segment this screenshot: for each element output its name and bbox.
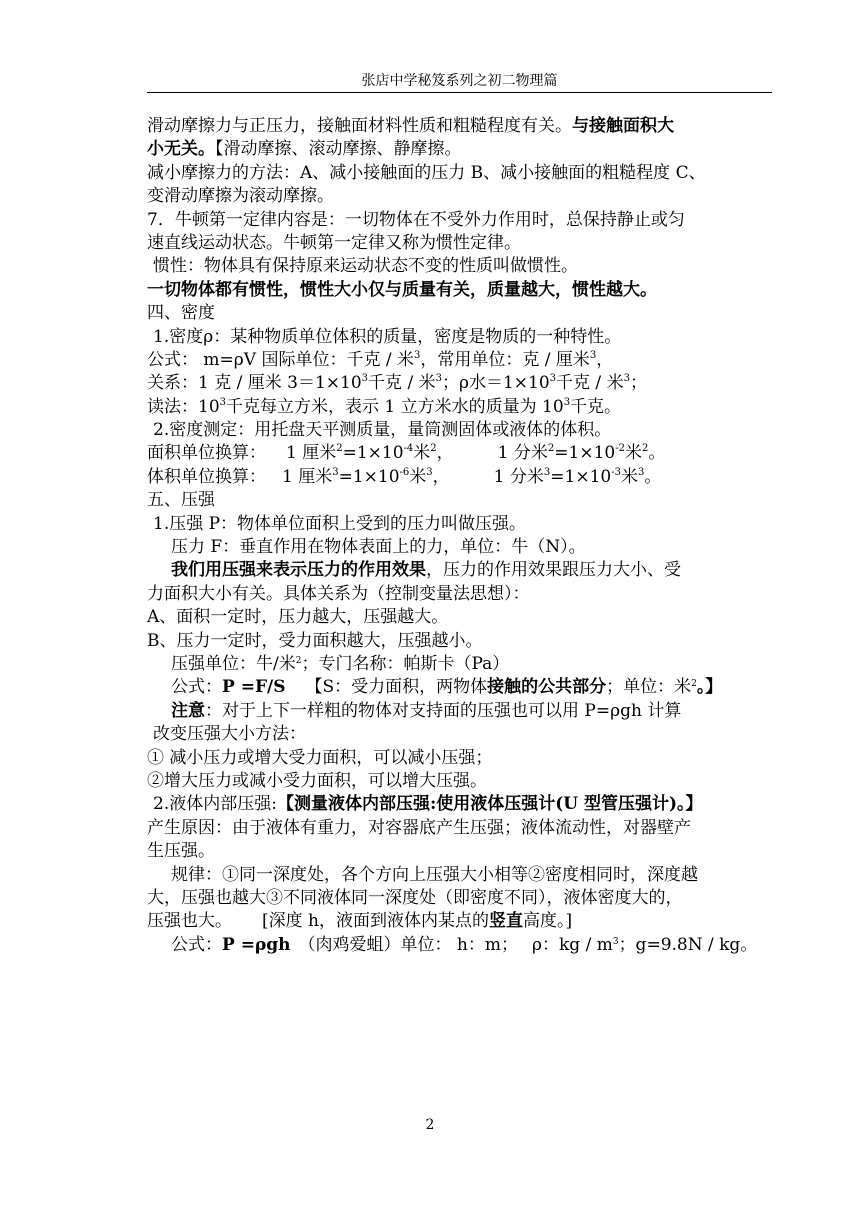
text-line: ① 减小压力或增大受力面积，可以减小压强； [147, 747, 493, 768]
text-run: 读法：10 [147, 396, 220, 417]
text-line: 7．牛顿第一定律内容是：一切物体在不受外力作用时，总保持静止或匀 [147, 209, 685, 230]
formula: P =F/S [222, 677, 286, 698]
text-line [147, 910, 772, 933]
text-line [147, 559, 772, 582]
text-run: ρ：kg / m [531, 934, 613, 955]
text-run: 米 [409, 466, 427, 487]
page-number: 2 [425, 1117, 435, 1133]
text-line: B、压力一定时，受力面积越大，压强越小。 [147, 630, 483, 651]
text-run: ，常用单位：克 / 厘米 [420, 349, 590, 370]
text-run: 公式： [171, 934, 222, 955]
superscript: 3 [413, 349, 421, 361]
text-line: 1.压强 P：物体单位面积上受到的压力叫做压强。 [153, 513, 527, 534]
text-run: 关系：1 克 / 厘米 3＝1×10 [147, 373, 362, 394]
text-run: =1×10 [342, 443, 404, 464]
text-line: 产生原因：由于液体有重力，对容器底产生压强；液体流动性，对器壁产 [147, 817, 691, 838]
bold-text: 我们用压强来表示压力的作用效果 [171, 560, 426, 581]
text-run: ， [432, 466, 450, 487]
text-run: 千克。 [570, 396, 622, 417]
text-run: 公式： m=ρV 国际单位：千克 / 米 [147, 349, 414, 370]
text-run: 面积单位换算： [147, 443, 266, 464]
text-run: 米 [620, 466, 638, 487]
superscript: 2 [691, 679, 697, 690]
text-line [147, 372, 772, 395]
text-run: ， [436, 443, 454, 464]
text-line: ②增大压力或减小受力面积，可以增大压强。 [147, 770, 487, 791]
text-line [147, 396, 772, 419]
text-line: 减小摩擦力的方法：A、减小接触面的压力 B、减小接触面的粗糙程度 C、 [147, 162, 706, 183]
superscript: 3 [637, 466, 645, 478]
superscript: 3 [589, 349, 597, 361]
text-run: 1 分米 [493, 466, 544, 487]
superscript: 3 [623, 373, 630, 385]
text-run: ， [596, 349, 614, 370]
section-heading: 五、压强 [147, 490, 215, 511]
document-body [147, 115, 772, 957]
text-line [147, 138, 772, 161]
text-run: ；专门名称：帕斯卡（Pa） [301, 653, 510, 674]
text-line [147, 934, 772, 957]
text-run: ：对于上下一样粗的物体对支持面的压强也可以用 P=ρgh 计算 [205, 700, 682, 721]
text-line: A、面积一定时，压力越大，压强越大。 [147, 607, 449, 628]
text-run: 【滑动摩擦、滚动摩擦、静摩擦。 [215, 139, 462, 160]
text-line [147, 466, 772, 489]
text-run: 高度。] [522, 911, 573, 932]
text-line: 压力 F：垂直作用在物体表面上的力，单位：牛（N）。 [171, 537, 586, 558]
text-line: 速直线运动状态。牛顿第一定律又称为惯性定律。 [147, 232, 521, 253]
text-run: 。 [644, 466, 662, 487]
bold-statement: 一切物体都有惯性，惯性大小仅与质量有关，质量越大，惯性越大。 [147, 279, 657, 300]
text-run: 千克 / 米 [368, 373, 436, 394]
text-run: =1×10 [338, 466, 400, 487]
text-run: 米 [413, 443, 431, 464]
superscript: 3 [361, 373, 369, 385]
text-run: ；单位：米 [606, 677, 692, 698]
text-run: 千克 / 米 [556, 373, 624, 394]
superscript: 3 [219, 396, 227, 408]
text-run: 2.液体内部压强: [153, 794, 277, 815]
bold-text: 与接触面积大 [572, 116, 674, 136]
superscript: 2 [295, 655, 302, 666]
text-run: ；ρ水＝1×10 [441, 373, 550, 394]
superscript: 2 [547, 443, 555, 455]
superscript: 3 [426, 466, 433, 478]
text-line: 大，压强也越大③不同液体同一深度处（即密度不同），液体密度大的， [147, 887, 683, 908]
text-line [147, 349, 772, 372]
text-run: 1 分米 [497, 443, 548, 464]
text-line: 生压强。 [147, 841, 215, 862]
text-line [147, 676, 772, 699]
bold-text: 接触的公共部分 [487, 677, 607, 698]
superscript: -6 [399, 466, 410, 478]
superscript: 2 [641, 443, 649, 455]
text-run: 体积单位换算： [147, 466, 266, 487]
text-line [147, 793, 772, 816]
text-run: ； [629, 373, 647, 394]
bold-text: 注意 [171, 700, 205, 721]
text-line: 变滑动摩擦为滚动摩擦。 [147, 186, 334, 207]
text-line: 力面积大小有关。具体关系为（控制变量法思想）： [147, 583, 530, 604]
superscript: 3 [543, 466, 551, 478]
text-run: 压强单位：牛/米 [171, 653, 296, 674]
text-line [147, 700, 772, 723]
text-run: 压强也大。 [147, 911, 232, 932]
superscript: 3 [612, 936, 619, 947]
text-run: =1×10 [550, 466, 612, 487]
text-run: 【S：受力面积，两物体 [305, 677, 488, 698]
header-rule [147, 92, 772, 93]
section-heading: 四、密度 [147, 303, 215, 324]
text-run: [深度 h，液面到液体内某点的 [262, 911, 489, 932]
superscript: 3 [563, 396, 571, 408]
text-run: 。 [648, 443, 666, 464]
text-line [147, 115, 772, 138]
text-line: 改变压强大小方法： [153, 724, 306, 745]
text-run: ；g=9.8N / kg。 [618, 934, 758, 955]
text-line [147, 442, 772, 465]
text-run: 米 [624, 443, 642, 464]
text-run: 1 厘米 [286, 443, 337, 464]
text-line: 2.密度测定：用托盘天平测质量，量筒测固体或液体的体积。 [153, 420, 612, 441]
bold-text: 【测量液体内部压强:使用液体压强计(U 型管压强计)。】 [276, 794, 703, 815]
page-header: 张店中学秘笈系列之初二物理篇 [361, 73, 558, 89]
text-run: 千克每立方米，表示 1 立方米水的质量为 10 [226, 396, 564, 417]
bold-text: 。】 [696, 677, 723, 698]
text-run: （肉鸡爱蛆）单位： h：m； [298, 934, 518, 955]
text-run: 滑动摩擦力与正压力，接触面材料性质和粗糙程度有关。 [147, 116, 572, 136]
text-run: 公式： [171, 677, 222, 698]
text-run: =1×10 [554, 443, 616, 464]
superscript: -4 [403, 443, 414, 455]
superscript: 2 [430, 443, 437, 455]
bold-text: 小无关。 [147, 139, 215, 160]
superscript: 2 [336, 443, 343, 455]
formula: P =ρgh [222, 934, 291, 955]
bold-text: 竖直 [488, 911, 523, 932]
text-line: 1.密度ρ：某种物质单位体积的质量，密度是物质的一种特性。 [153, 326, 622, 347]
text-line: 规律：①同一深度处，各个方向上压强大小相等②密度相同时，深度越 [171, 864, 698, 885]
superscript: 3 [435, 373, 442, 385]
superscript: -3 [611, 466, 621, 478]
superscript: 3 [549, 373, 557, 385]
text-run: 1 厘米 [282, 466, 333, 487]
superscript: -2 [615, 443, 625, 455]
text-run: ，压力的作用效果跟压力大小、受 [426, 560, 681, 581]
superscript: 3 [332, 466, 339, 478]
text-line: 惯性：物体具有保持原来运动状态不变的性质叫做惯性。 [153, 256, 578, 277]
text-line [147, 653, 772, 676]
